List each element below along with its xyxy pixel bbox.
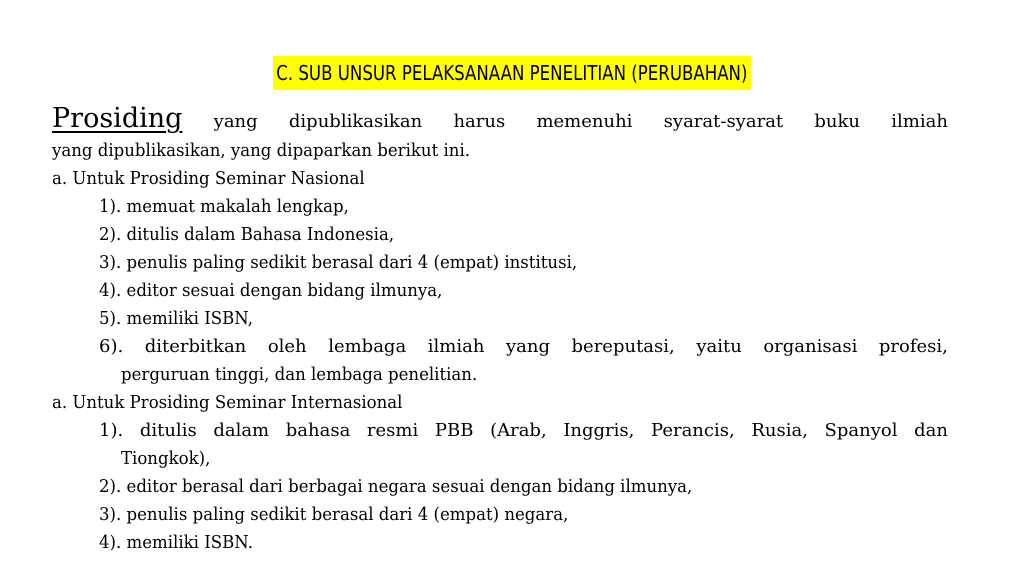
list-item-word: Spanyol bbox=[824, 420, 898, 441]
list-item-word: profesi, bbox=[878, 336, 948, 357]
list-item-word: yaitu bbox=[696, 336, 742, 357]
intro-line-1 bbox=[52, 104, 948, 137]
slide-content bbox=[52, 104, 948, 557]
list-item-word: yang bbox=[505, 336, 550, 357]
list-item-text: 3). penulis paling sedikit berasal dari 4 (empat) institusi, bbox=[99, 252, 578, 273]
list-item bbox=[52, 501, 948, 529]
intro-word: harus bbox=[453, 111, 506, 132]
list-item-word: 6). bbox=[99, 336, 124, 357]
slide-title-wrap bbox=[0, 56, 1024, 90]
list-item-word: (Arab, bbox=[490, 420, 547, 441]
intro-word: dipublikasikan bbox=[288, 111, 423, 132]
list-item-word: dalam bbox=[213, 420, 270, 441]
list-item bbox=[52, 333, 948, 361]
list-item-word: 1). bbox=[99, 420, 124, 441]
list-item bbox=[52, 221, 948, 249]
list-item-justified-row bbox=[99, 333, 948, 361]
list-item-text: 2). editor berasal dari berbagai negara sesuai dengan bidang ilmunya, bbox=[99, 476, 693, 497]
list-item-text: 5). memiliki ISBN, bbox=[99, 308, 253, 329]
list-item-word: Perancis, bbox=[651, 420, 735, 441]
list-item-continuation bbox=[52, 445, 948, 473]
list-item bbox=[52, 305, 948, 333]
list-item-continuation-text: perguruan tinggi, dan lembaga penelitian. bbox=[121, 364, 478, 385]
list-item-text: 1). memuat makalah lengkap, bbox=[99, 196, 349, 217]
list-item bbox=[52, 193, 948, 221]
list-item-word: oleh bbox=[267, 336, 307, 357]
list-item-word: bereputasi, bbox=[571, 336, 675, 357]
list-item-text: 4). memiliki ISBN. bbox=[99, 532, 253, 553]
section-heading-national bbox=[52, 165, 948, 193]
list-item-word: lembaga bbox=[328, 336, 407, 357]
section-heading-text: a. Untuk Prosiding Seminar Internasional bbox=[52, 392, 403, 413]
list-item-continuation-text: Tiongkok), bbox=[121, 448, 211, 469]
intro-word: buku bbox=[814, 111, 861, 132]
intro-word: memenuhi bbox=[536, 111, 633, 132]
list-item-word: dan bbox=[914, 420, 948, 441]
list-item bbox=[52, 417, 948, 445]
intro-word: yang bbox=[213, 111, 258, 132]
section-heading-text: a. Untuk Prosiding Seminar Nasional bbox=[52, 168, 365, 189]
intro-line-2 bbox=[52, 137, 948, 165]
list-item bbox=[52, 249, 948, 277]
list-item-text: 3). penulis paling sedikit berasal dari 4 (empat) negara, bbox=[99, 504, 569, 525]
list-item-continuation bbox=[52, 361, 948, 389]
list-item-justified-row bbox=[99, 417, 948, 445]
list-item-word: bahasa bbox=[285, 420, 351, 441]
intro-line-2-text: yang dipublikasikan, yang dipaparkan berikut ini. bbox=[52, 140, 471, 161]
list-item-text: 2). ditulis dalam Bahasa Indonesia, bbox=[99, 224, 395, 245]
list-item-word: resmi bbox=[366, 420, 419, 441]
list-item-word: organisasi bbox=[763, 336, 858, 357]
section-heading-international bbox=[52, 389, 948, 417]
list-item-word: PBB bbox=[434, 420, 474, 441]
list-item bbox=[52, 473, 948, 501]
intro-word: ilmiah bbox=[891, 111, 948, 132]
list-item-word: diterbitkan bbox=[144, 336, 247, 357]
intro-word: syarat-syarat bbox=[663, 111, 784, 132]
list-item bbox=[52, 529, 948, 557]
list-item-word: Inggris, bbox=[563, 420, 635, 441]
list-item-word: ilmiah bbox=[427, 336, 485, 357]
list-item-word: Rusia, bbox=[751, 420, 808, 441]
list-item-text: 4). editor sesuai dengan bidang ilmunya, bbox=[99, 280, 443, 301]
list-item-word: ditulis bbox=[139, 420, 197, 441]
prosiding-keyword: Prosiding bbox=[52, 103, 183, 134]
slide-title: C. SUB UNSUR PELAKSANAAN PENELITIAN (PERUBAHAN) bbox=[273, 56, 751, 90]
list-item bbox=[52, 277, 948, 305]
